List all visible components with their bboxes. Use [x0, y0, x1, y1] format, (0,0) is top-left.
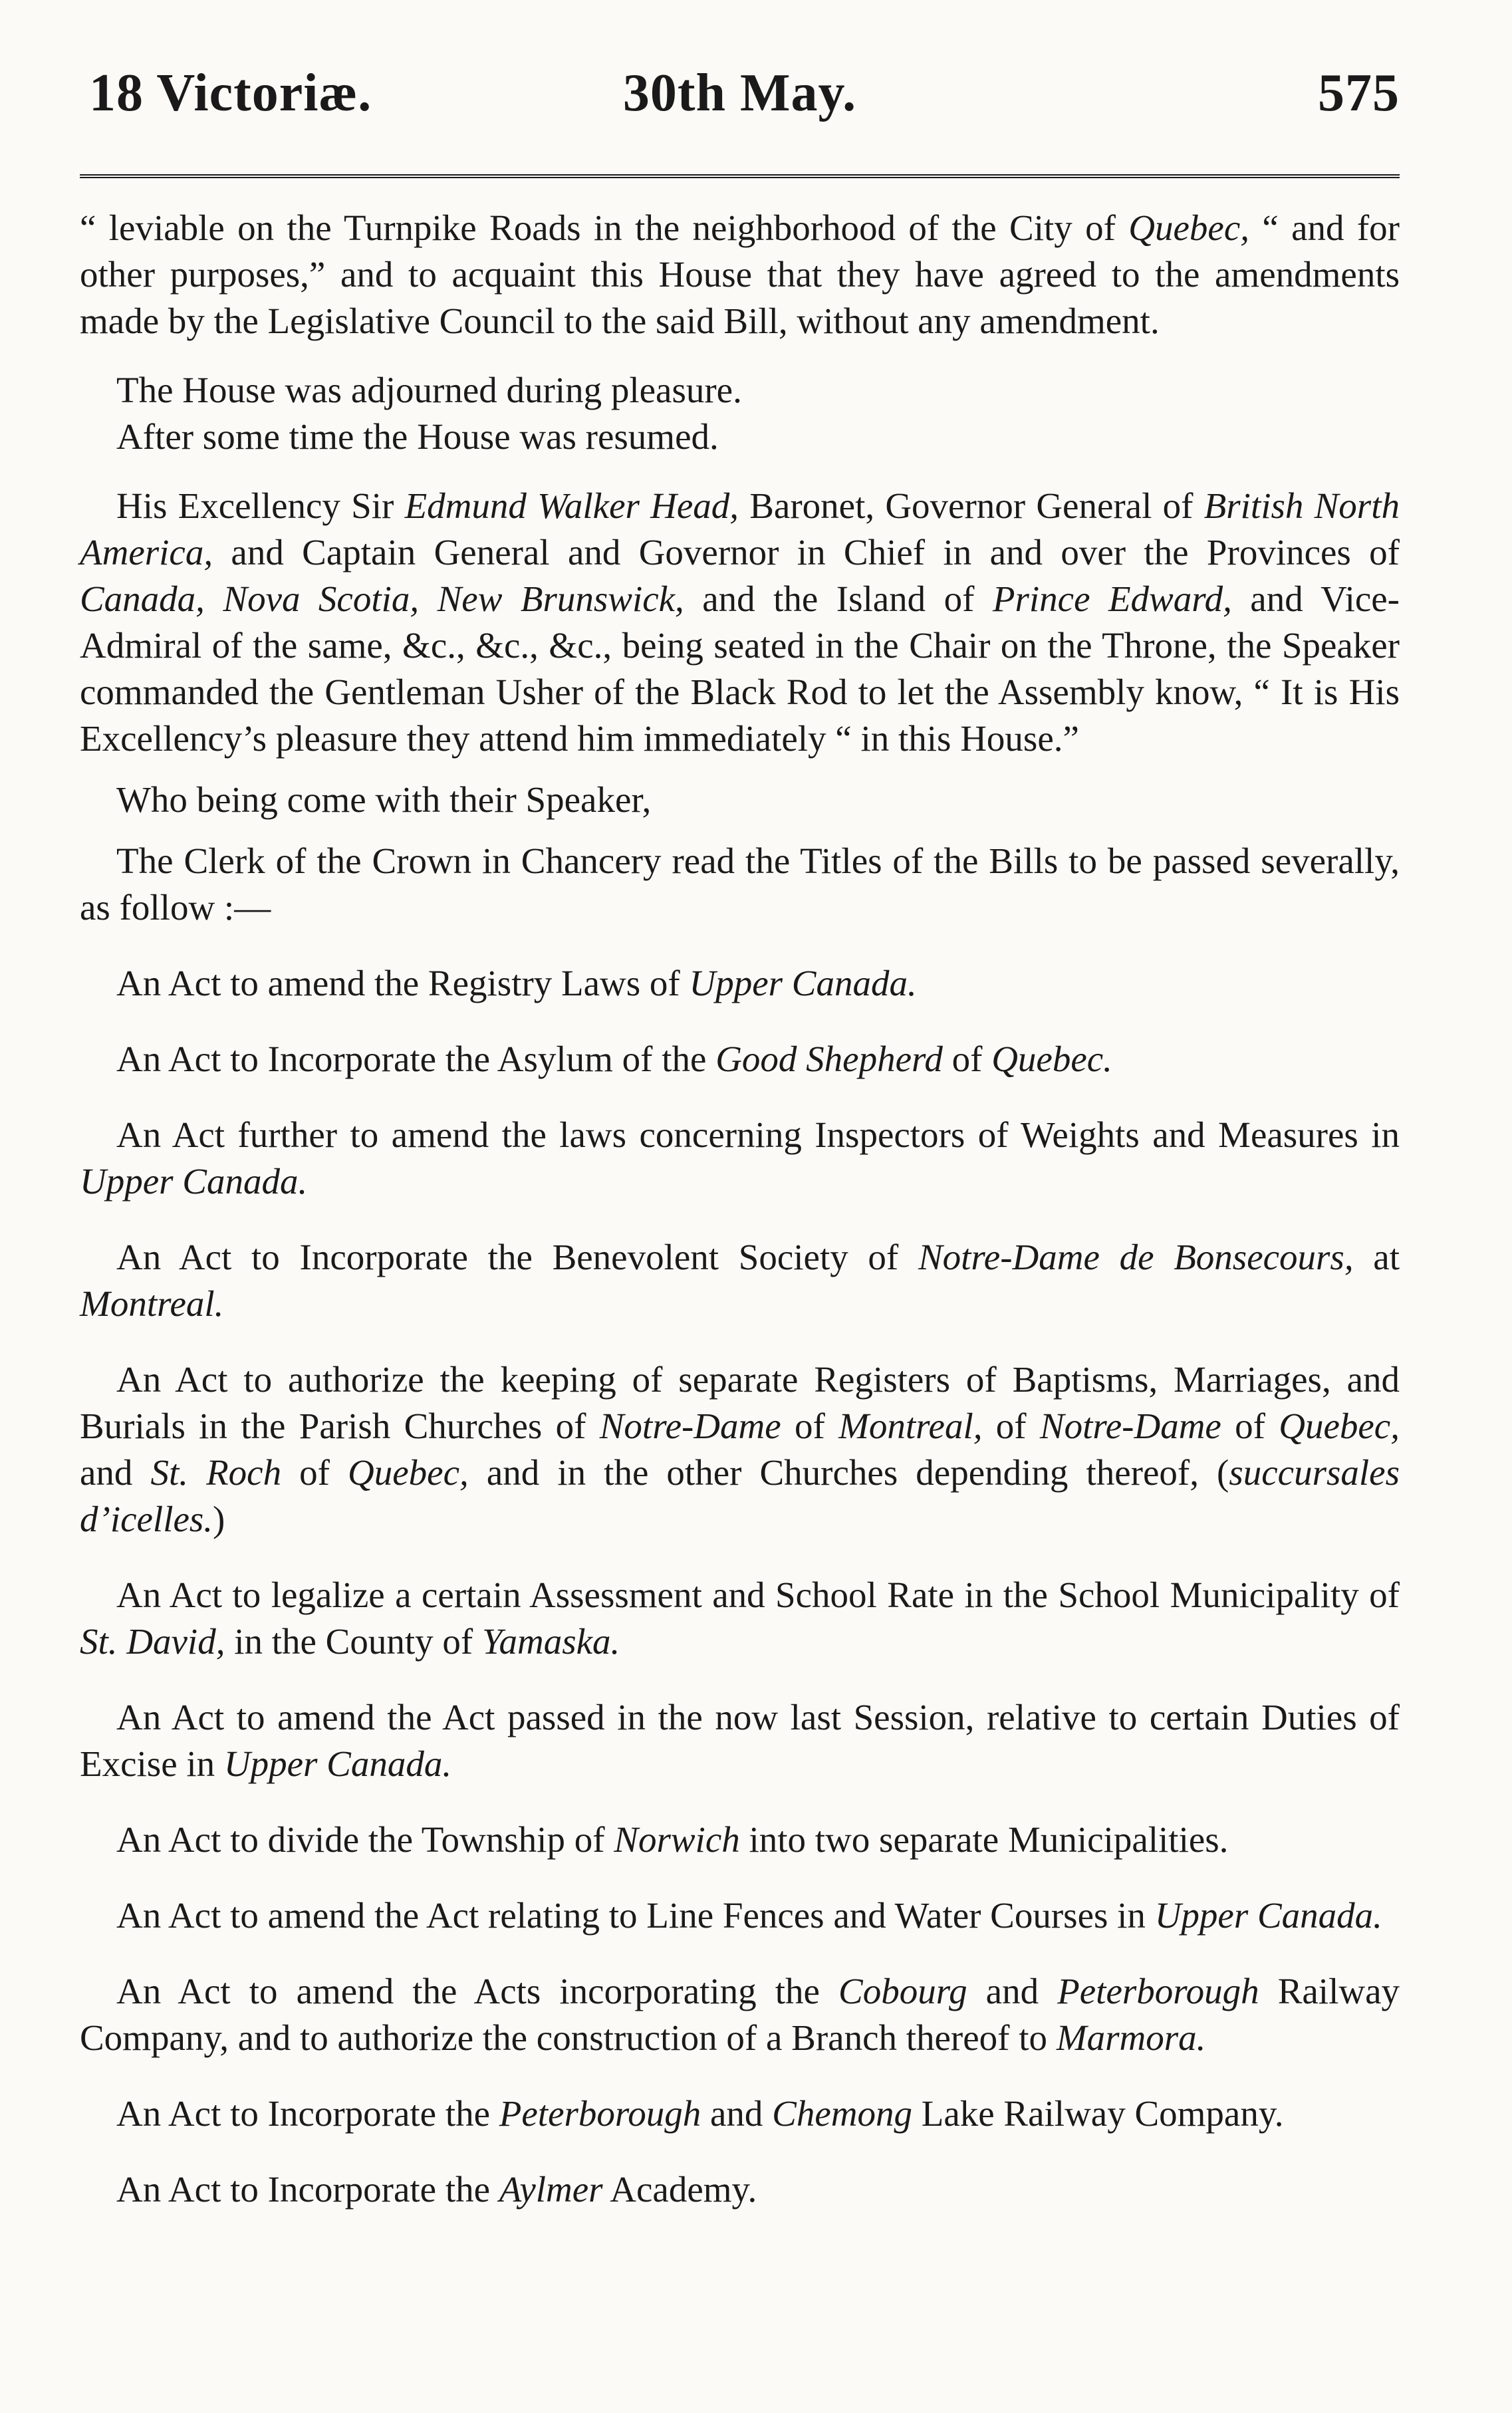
act-registry-laws: An Act to amend the Registry Laws of Upper Canada. — [116, 963, 917, 1003]
act-good-shepherd: An Act to Incorporate the Asylum of the Good Shepherd of Quebec. — [116, 1039, 1112, 1079]
document-page — [80, 66, 1400, 2213]
act-chemong-railway: An Act to Incorporate the Peterborough and Chemong Lake Railway Company. — [116, 2093, 1284, 2134]
header-rule — [80, 174, 1400, 178]
act-bonsecours: An Act to Incorporate the Benevolent Society of Notre-Dame de Bonsecours, at Montreal. — [80, 1237, 1400, 1324]
act-aylmer-academy: An Act to Incorporate the Aylmer Academy. — [116, 2169, 757, 2210]
page-number: 575 — [1318, 64, 1400, 122]
paragraph-message-continued: “ leviable on the Turnpike Roads in the neighborhood of the City of Quebec, “ and for other purposes,” and to acquaint this House that they have agreed to the amendments made by the Legislative Council to the said Bill, without any amendment. — [80, 207, 1400, 341]
paragraph-governor: His Excellency Sir Edmund Walker Head, Baronet, Governor General of British North America, and Captain General and Governor in Chief in and over the Provinces of Canada, Nova Scotia, New Brunswick, and the Island of Prince Edward, and Vice-Admiral of the same, &c., &c., &c., being seated in the Chair on the Throne, the Speaker commanded the Gentleman Usher of the Black Rod to let the Assembly know, “ It is His Excellency’s pleasure they attend him immediately “ in this House.” — [80, 485, 1400, 759]
header-date: 30th May. — [622, 64, 857, 122]
paragraph-resumed: After some time the House was resumed. — [116, 416, 719, 457]
act-st-david: An Act to legalize a certain Assessment and School Rate in the School Municipality of St. David, in the County of Yamaska. — [80, 1575, 1400, 1662]
header-volume: 18 Victoriæ. — [89, 64, 372, 122]
act-norwich: An Act to divide the Township of Norwich into two separate Municipalities. — [116, 1819, 1229, 1860]
act-weights-measures: An Act further to amend the laws concerning Inspectors of Weights and Measures in Upper Canada. — [80, 1114, 1400, 1202]
act-excise: An Act to amend the Act passed in the now last Session, relative to certain Duties of Excise in Upper Canada. — [80, 1697, 1400, 1784]
paragraph-speaker: Who being come with their Speaker, — [116, 779, 652, 820]
act-registers: An Act to authorize the keeping of separate Registers of Baptisms, Marriages, and Burials in the Parish Churches of Notre-Dame of Montreal, of Notre-Dame of Quebec, and St. Roch of Quebec, and in the other Churches depending thereof, (succursales d’icelles.) — [80, 1359, 1400, 1539]
act-line-fences: An Act to amend the Act relating to Line Fences and Water Courses in Upper Canada. — [116, 1895, 1382, 1936]
page-header — [80, 66, 1400, 146]
paragraph-adjourned: The House was adjourned during pleasure. — [116, 370, 742, 410]
act-cobourg-peterborough: An Act to amend the Acts incorporating the Cobourg and Peterborough Railway Company, and to authorize the construction of a Branch thereof to Marmora. — [80, 1971, 1400, 2058]
paragraph-clerk: The Clerk of the Crown in Chancery read the Titles of the Bills to be passed severally, as follow :— — [80, 840, 1400, 928]
